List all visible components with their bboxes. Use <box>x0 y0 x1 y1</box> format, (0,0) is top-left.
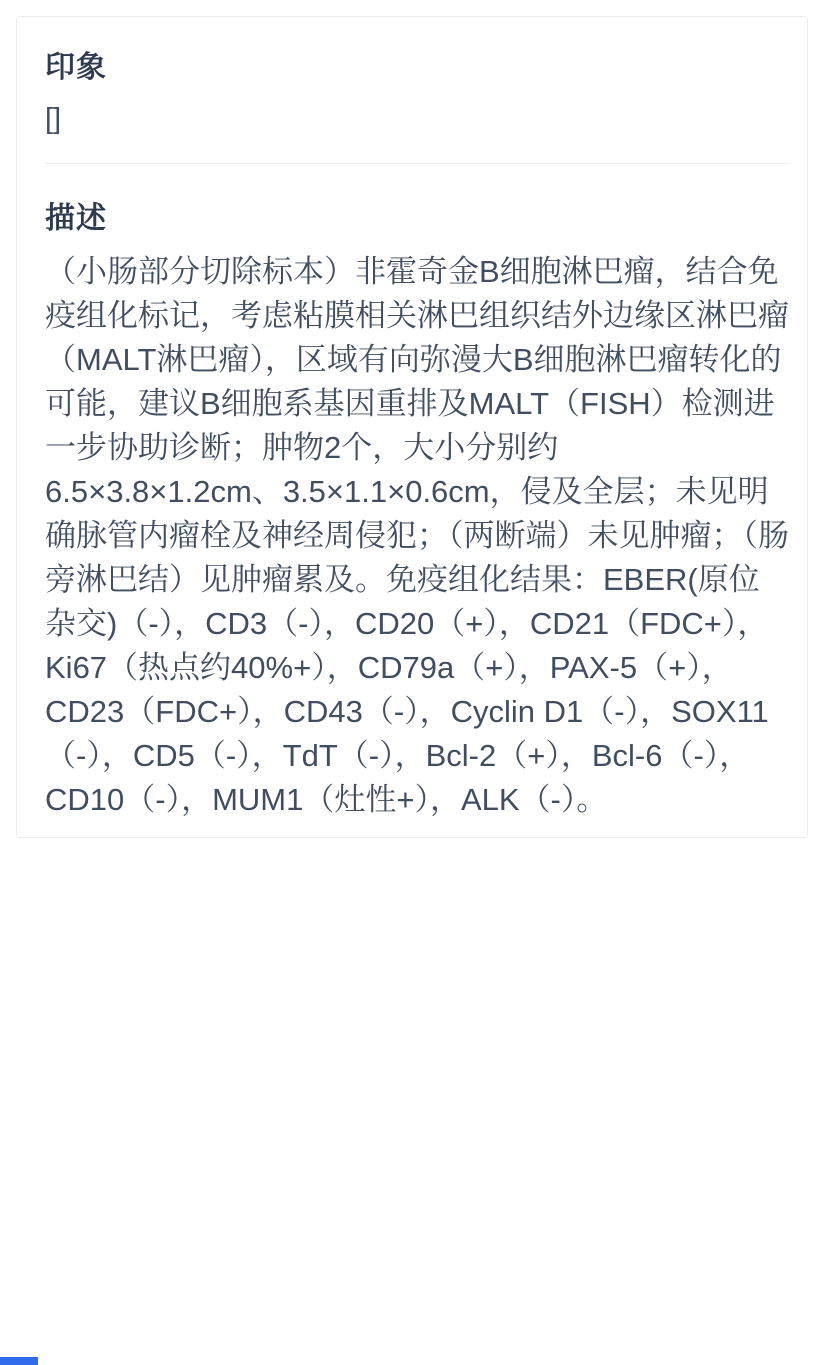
section-divider <box>45 163 789 164</box>
impression-section-title: 印象 <box>45 51 107 84</box>
description-content: （小肠部分切除标本）非霍奇金B细胞淋巴瘤，结合免疫组化标记，考虑粘膜相关淋巴组织结外边缘区淋巴瘤（MALT淋巴瘤），区域有向弥漫大B细胞淋巴瘤转化的可能，建议B细胞系基因重排及MALT（FISH）检测进一步协助诊断；肿物2个，大小分别约6.5×3.8×1.2cm、3.5×1.1×0.6cm，侵及全层；未见明确脉管内瘤栓及神经周侵犯；（两断端）未见肿瘤；（肠旁淋巴结）见肿瘤累及。免疫组化结果：EBER(原位杂交)（-），CD3（-），CD20（+），CD21（FDC+），Ki67（热点约40%+），CD79a（+），PAX-5（+），CD23（FDC+），CD43（-），Cyclin D1（-），SOX11（-），CD5（-），TdT（-），Bcl-2（+），Bcl-6（-），CD10（-），MUM1（灶性+），ALK（-）。 <box>45 254 789 817</box>
bottom-left-accent-bar <box>0 1357 38 1365</box>
report-card <box>16 16 808 838</box>
impression-content: [] <box>45 103 62 135</box>
description-section-title: 描述 <box>45 202 107 235</box>
